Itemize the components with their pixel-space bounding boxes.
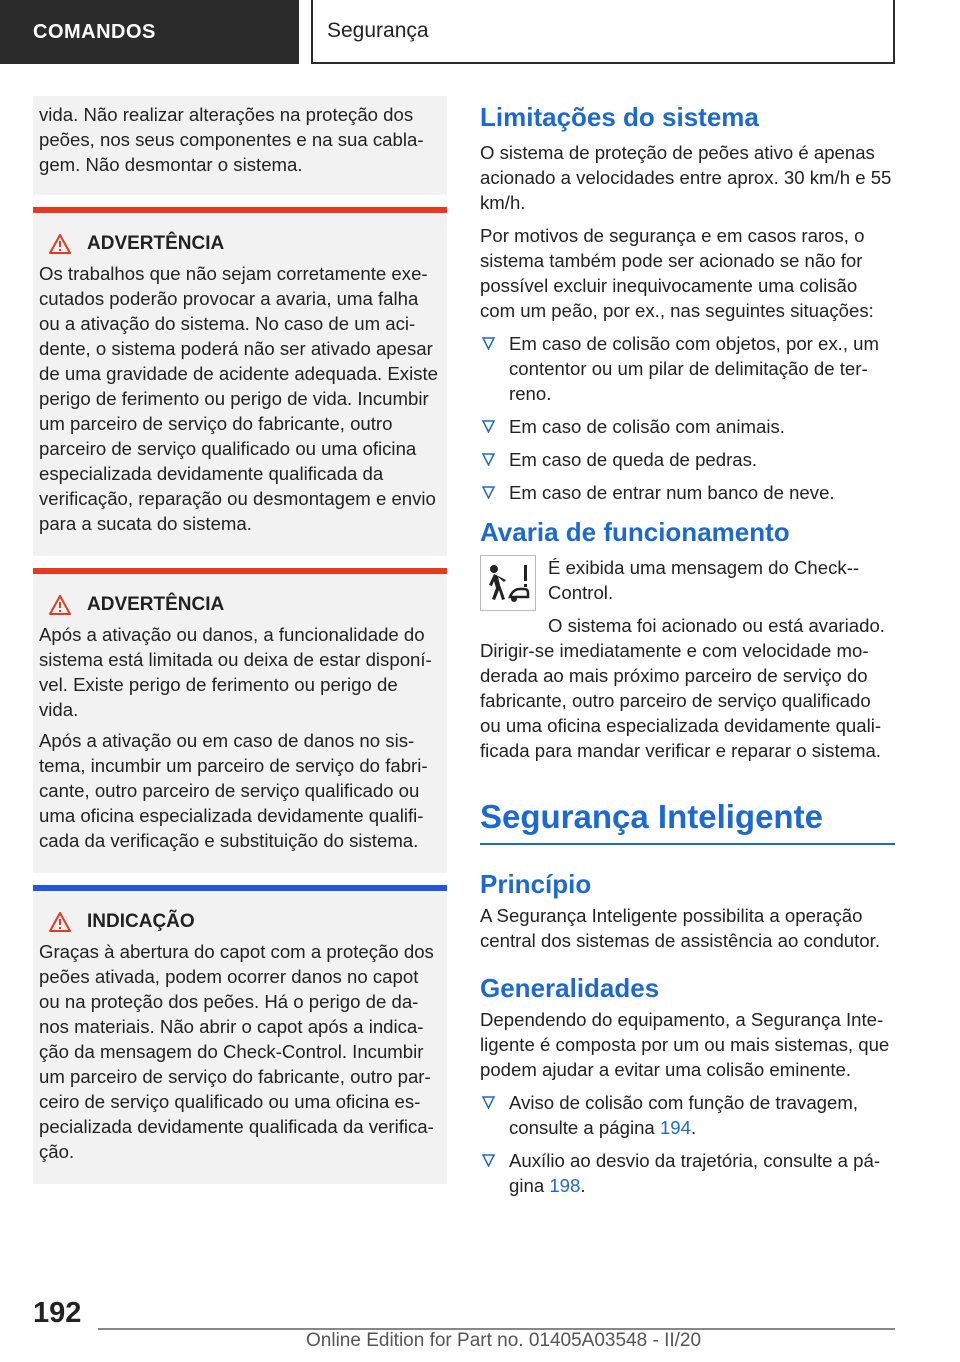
triangle-bullet-icon [482, 337, 495, 350]
general-text: Dependendo do equipamento, a Segurança Inte-ligente é composta por um ou mais sistemas, que podem ajudar a evitar uma colisão eminente. [480, 1009, 890, 1080]
limits-heading: Limitações do sistema [480, 102, 759, 132]
warning-title-text: ADVERTÊNCIA [87, 233, 225, 254]
warning-triangle-icon [49, 595, 71, 615]
notice-text: Graças à abertura do capot com a proteção dos peões ativada, podem ocorrer danos no capot ou na proteção dos peões. Há o perigo de da-nos materiais. Não abrir o capot após a indica-ção da mensagem do Check-Control. Incumbir um parceiro de serviço do fabricante, outro par-ceiro de serviço qualificado ou uma oficina es-pecializada devidamente qualificada da verifica-ção. [39, 941, 434, 1162]
list-item-end: . [580, 1175, 586, 1196]
warning-triangle-icon [49, 912, 71, 932]
page-link-198[interactable]: 198 [549, 1175, 581, 1196]
triangle-bullet-icon [482, 1096, 495, 1109]
list-item [480, 1090, 895, 1140]
list-item-text: Em caso de entrar num banco de neve. [509, 482, 835, 503]
fault-text: Dirigir-se imediatamente e com velocidade mo-derada ao mais próximo parceiro de serviço do fabricante, outro parceiro de serviço qualificado ou uma oficina especializada devidamente quali-ficada para mandar verificar e reparar o sistema. [480, 640, 882, 761]
principle-heading: Princípio [480, 869, 592, 899]
triangle-bullet-icon [482, 486, 495, 499]
limits-text-1: O sistema de proteção de peões ativo é apenas acionado a velocidades entre aprox. 30 km/h e 55 km/h. [480, 142, 892, 213]
page-number: 192 [33, 1297, 82, 1329]
warning-text: Os trabalhos que não sejam corretamente exe-cutados poderão provocar a avaria, uma falha ou a ativação do sistema. No caso de um aci-dente, o sistema poderá não ser ativado apesar de uma gravidade de acidente adequada. Existe perigo de ferimento ou perigo de vida. Incumbir um parceiro de serviço do fabricante, outro parceiro de serviço qualificado ou uma oficina especializada devidamente qualificada da verificação, reparação ou desmontagem e envio para a sucata do sistema. [39, 263, 439, 534]
list-item [480, 447, 895, 472]
fault-heading: Avaria de funcionamento [480, 517, 790, 547]
list-item-text: Auxílio ao desvio da trajetória, consulte a pá-gina [509, 1150, 881, 1196]
list-item [480, 480, 895, 505]
general-heading: Generalidades [480, 973, 660, 1003]
warning-text: Após a ativação ou danos, a funcionalidade do sistema está limitada ou deixa de estar disponí-vel. Existe perigo de ferimento ou perigo de vida. [39, 624, 432, 720]
fault-msg-1: É exibida uma mensagem do Check--Control. [548, 557, 860, 603]
limits-list [480, 331, 895, 505]
triangle-bullet-icon [482, 1154, 495, 1167]
right-column [480, 100, 895, 1206]
pedestrian-protection-warning-icon [480, 555, 536, 611]
continuation-box [33, 96, 447, 195]
chapter-label: COMANDOS [33, 20, 156, 43]
warning-triangle-icon [49, 234, 71, 254]
list-item [480, 414, 895, 439]
warning-box-2 [33, 568, 447, 873]
fault-msg-2: O sistema foi acionado ou está avariado. [548, 615, 885, 636]
warning-box-1 [33, 207, 447, 556]
list-item-text: Em caso de queda de pedras. [509, 449, 758, 470]
notice-title [49, 911, 439, 933]
left-column [33, 96, 447, 1184]
list-item [480, 331, 895, 406]
list-item-end: . [690, 1117, 697, 1138]
warning-text: Após a ativação ou em caso de danos no sis-tema, incumbir um parceiro de serviço do fabri-cante, outro parceiro de serviço qualificado ou uma oficina especializada devidamente qualifi-cada da verificação e substituição do sistema. [39, 730, 428, 851]
warning-title-1 [49, 233, 439, 255]
warning-title-2 [49, 594, 439, 616]
limits-text-2: Por motivos de segurança e em casos raros, o sistema também pode ser acionado se não for possível excluir inequivocamente uma colisão com um peão, por ex., nas seguintes situações: [480, 225, 874, 321]
smart-list [480, 1090, 895, 1198]
list-item-text: Aviso de colisão com função de travagem, consulte a página [509, 1092, 858, 1138]
notice-box [33, 885, 447, 1184]
list-item [480, 1148, 895, 1198]
fault-message-text [548, 555, 895, 638]
notice-title-text: INDICAÇÃO [87, 911, 195, 932]
page-link-194[interactable]: 194 [659, 1117, 691, 1138]
smart-safety-title: Segurança Inteligente [480, 797, 895, 845]
triangle-bullet-icon [482, 453, 495, 466]
warning-title-text: ADVERTÊNCIA [87, 594, 225, 615]
continuation-text: vida. Não realizar alterações na proteção dos peões, nos seus componentes e na sua cabla-gem. Não desmontar o sistema. [39, 104, 424, 175]
principle-text: A Segurança Inteligente possibilita a operação central dos sistemas de assistência ao condutor. [480, 905, 880, 951]
list-item-text: Em caso de colisão com objetos, por ex., um contentor ou um pilar de delimitação de ter-reno. [509, 333, 879, 404]
footer-edition: Online Edition for Part no. 01405A03548 - II/20 [306, 1330, 702, 1351]
section-label: Segurança [327, 19, 429, 42]
section-header [311, 0, 895, 64]
list-item-text: Em caso de colisão com animais. [509, 416, 785, 437]
chapter-tab [0, 0, 299, 64]
fault-message [480, 555, 895, 638]
triangle-bullet-icon [482, 420, 495, 433]
